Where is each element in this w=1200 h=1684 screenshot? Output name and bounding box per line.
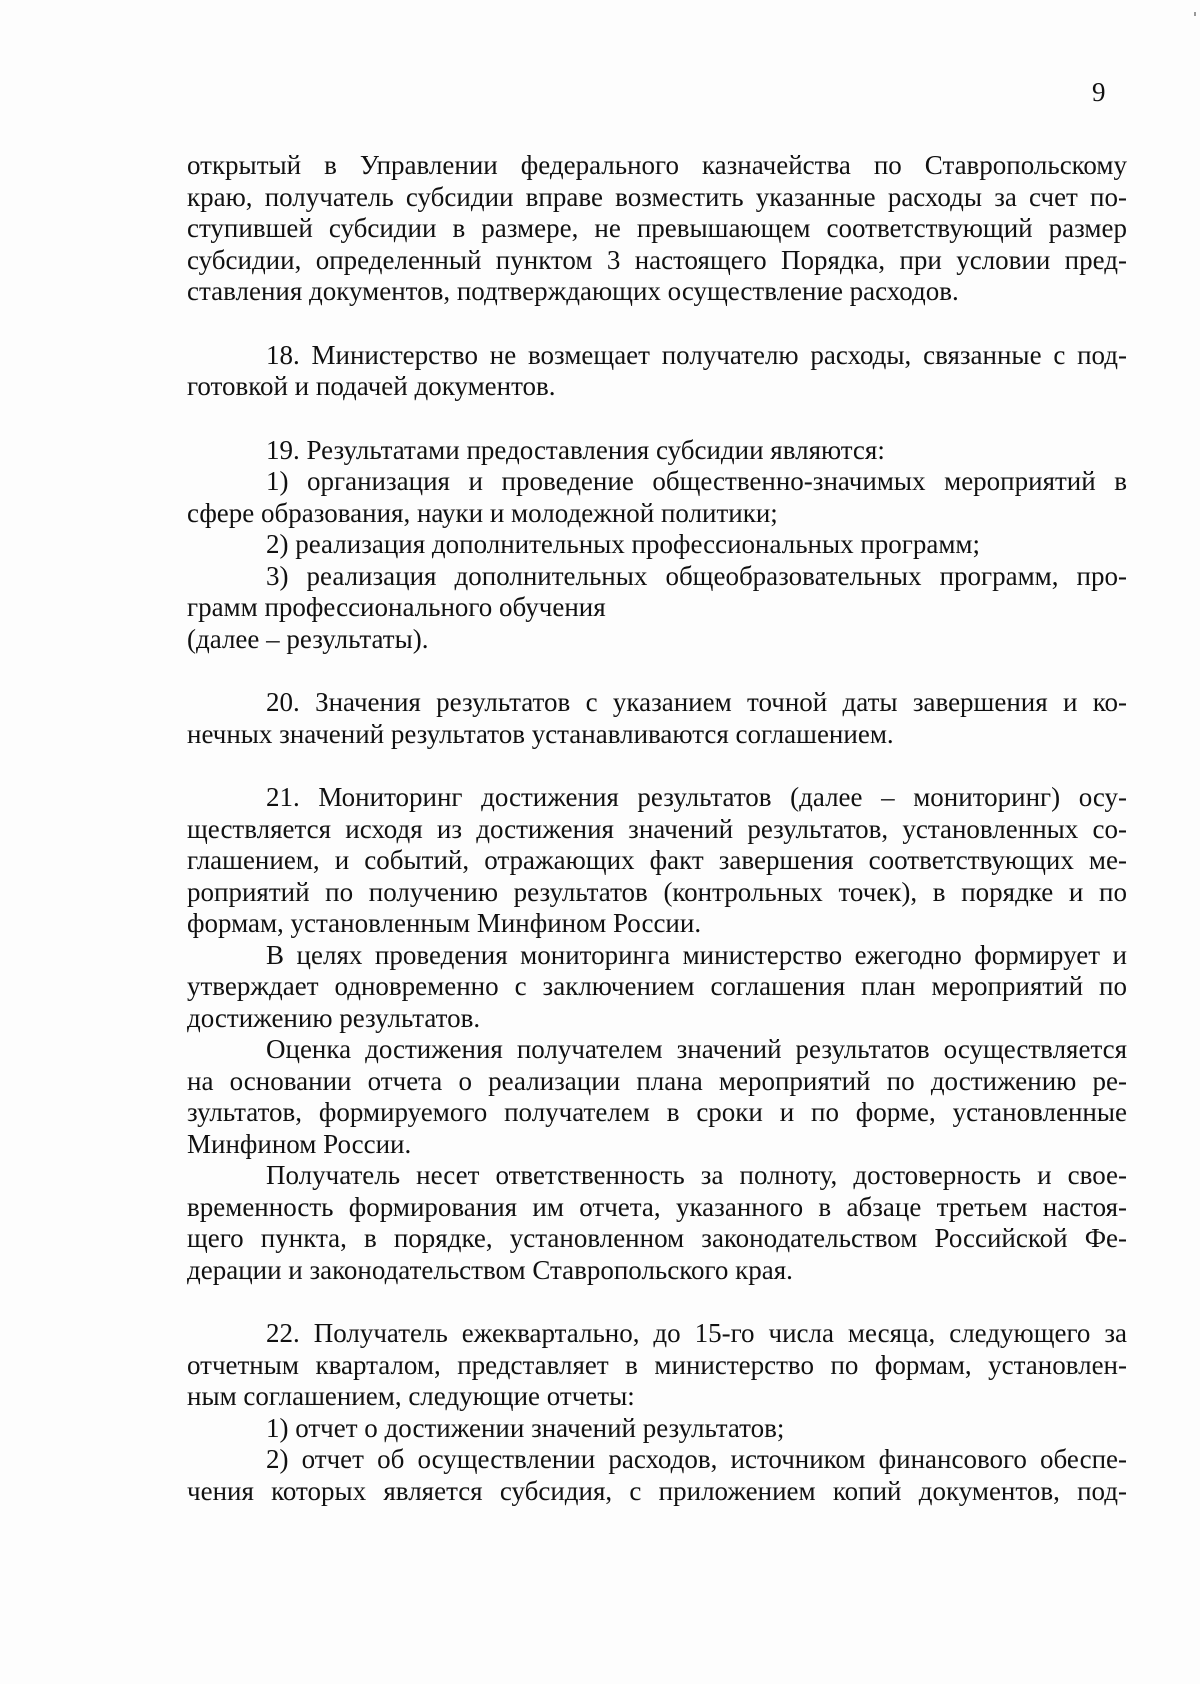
text-line: Получатель несет ответственность за полноту, достоверность и свое- [266, 1160, 1127, 1190]
paragraph-spacer [187, 750, 1127, 782]
text-line: временность формирования им отчета, указанного в абзаце третьем настоя- [187, 1191, 1127, 1222]
paragraph-spacer [187, 1286, 1127, 1318]
paragraph-spacer [187, 655, 1127, 687]
text-line: 1) организация и проведение общественно-значимых мероприятий в [266, 466, 1127, 496]
paragraph-spacer [187, 308, 1127, 340]
text-line: субсидии, определенный пунктом 3 настоящего Порядка, при условии пред- [187, 244, 1127, 275]
scan-artifact [1194, 12, 1196, 16]
text-line: грамм профессионального обучения [187, 592, 606, 622]
paragraph [187, 435, 1127, 656]
text-line: зультатов, формируемого получателем в сроки и по форме, установленные [187, 1097, 1127, 1127]
text-line: отчетным кварталом, представляет в министерство по формам, установлен- [187, 1349, 1127, 1380]
text-line: ступившей субсидии в размере, не превышающем соответствующий размер [187, 213, 1127, 243]
text-line: открытый в Управлении федерального казначейства по Ставропольскому [187, 150, 1127, 180]
text-line: 2) реализация дополнительных профессиональных программ; [266, 529, 981, 559]
text-line: достижению результатов. [187, 1002, 481, 1033]
paragraph-spacer [187, 403, 1127, 435]
text-line: нечных значений результатов устанавливаются соглашением. [187, 718, 894, 749]
text-line: В целях проведения мониторинга министерство ежегодно формирует и [266, 939, 1127, 970]
text-line: чения которых является субсидия, с приложением копий документов, под- [187, 1475, 1127, 1506]
text-line: 2) отчет об осуществлении расходов, источником финансового обеспе- [266, 1444, 1127, 1474]
text-line: Минфином России. [187, 1128, 412, 1159]
text-line: краю, получатель субсидии вправе возместить указанные расходы за счет по- [187, 181, 1127, 212]
paragraph [187, 782, 1127, 1286]
text-line: ставления документов, подтверждающих осуществление расходов. [187, 276, 959, 306]
text-line: ществляется исходя из достижения значений результатов, установленных со- [187, 813, 1127, 844]
text-line: на основании отчета о реализации плана мероприятий по достижению ре- [187, 1065, 1127, 1096]
text-line: формам, установленным Минфином России. [187, 908, 702, 938]
page-number: 9 [1092, 77, 1106, 107]
text-line: 21. Мониторинг достижения результатов (далее – мониторинг) осу- [266, 782, 1127, 812]
paragraph [187, 1318, 1127, 1507]
paragraph [187, 150, 1127, 308]
text-line: Оценка достижения получателем значений результатов осуществляется [266, 1034, 1127, 1064]
text-line: 3) реализация дополнительных общеобразовательных программ, про- [266, 560, 1127, 591]
document-body [187, 150, 1127, 1507]
text-line: дерации и законодательством Ставропольского края. [187, 1254, 793, 1285]
text-line: утверждает одновременно с заключением соглашения план мероприятий по [187, 971, 1127, 1001]
text-line: 20. Значения результатов с указанием точной даты завершения и ко- [266, 687, 1127, 717]
text-line: (далее – результаты). [187, 623, 429, 654]
text-line: 19. Результатами предоставления субсидии являются: [266, 434, 885, 465]
text-line: 18. Министерство не возмещает получателю расходы, связанные с под- [266, 339, 1127, 370]
text-line: щего пункта, в порядке, установленном законодательством Российской Фе- [187, 1223, 1127, 1253]
text-line: глашением, и событий, отражающих факт завершения соответствующих ме- [187, 845, 1127, 875]
text-line: 22. Получатель ежеквартально, до 15-го числа месяца, следующего за [266, 1318, 1127, 1348]
text-line: готовкой и подачей документов. [187, 371, 556, 401]
text-line: сфере образования, науки и молодежной политики; [187, 497, 778, 528]
text-line: роприятий по получению результатов (контрольных точек), в порядке и по [187, 876, 1127, 907]
paragraph [187, 687, 1127, 750]
text-line: ным соглашением, следующие отчеты: [187, 1381, 635, 1411]
text-line: 1) отчет о достижении значений результатов; [266, 1412, 785, 1443]
paragraph [187, 340, 1127, 403]
